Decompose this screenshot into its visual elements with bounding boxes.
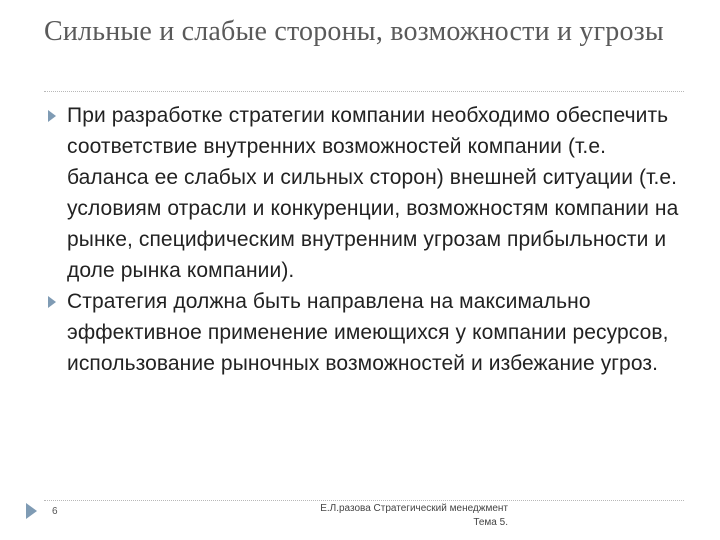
- triangle-bullet-icon: [48, 110, 56, 122]
- bullet-text: При разработке стратегии компании необходимо обеспечить соответствие внутренних возможностей компании (т.е. баланса ее слабых и сильных сторон) внешней ситуации (т.е. условиям отрасли и конкуренции, возможностям компании на рынке, специфическим внутренним угрозам прибыльности и доле рынка компании).: [67, 104, 679, 282]
- bullet-list: [44, 100, 684, 379]
- footer-divider: [44, 500, 684, 501]
- bullet-item: [44, 286, 684, 379]
- bullet-item: [44, 100, 684, 286]
- footer-text: Е.Л.разова Стратегический менеджмент Тема 5.: [320, 503, 508, 528]
- bullet-text: Стратегия должна быть направлена на максимально эффективное применение имеющихся у компании ресурсов, использование рыночных возможностей и избежание угроз.: [67, 290, 669, 375]
- triangle-bullet-icon: [48, 296, 56, 308]
- title-divider: [44, 91, 684, 92]
- triangle-footer-icon: [26, 503, 37, 519]
- slide-title: Сильные и слабые стороны, возможности и угрозы: [44, 16, 664, 47]
- slide-number: 6: [52, 506, 58, 517]
